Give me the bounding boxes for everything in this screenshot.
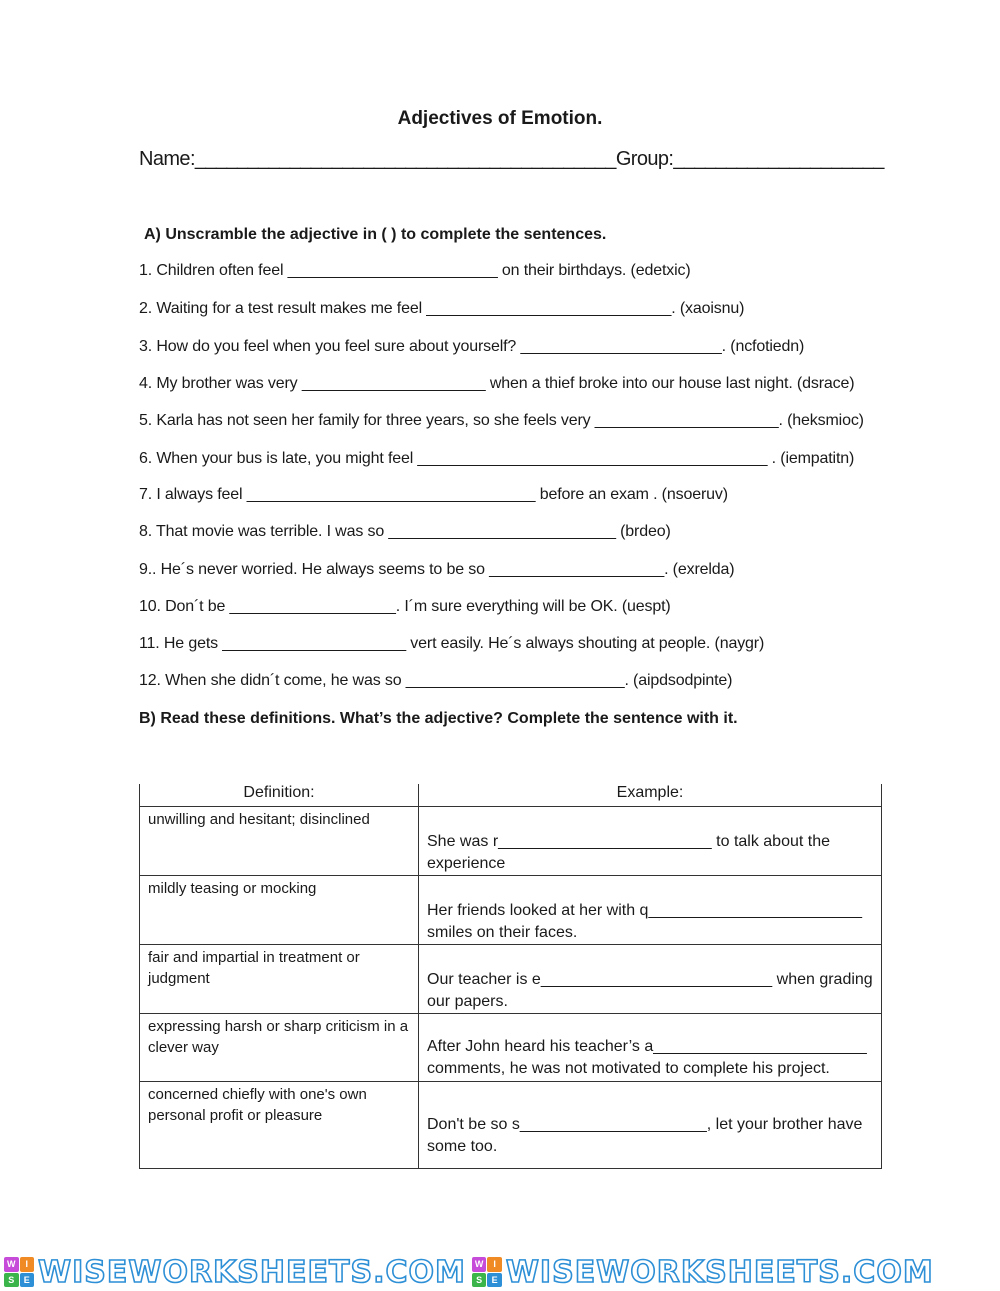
- question-8: 8. That movie was terrible. I was so __________________________ (brdeo): [139, 523, 671, 540]
- section-b-heading: B) Read these definitions. What’s the adjective? Complete the sentence with it.: [139, 710, 738, 727]
- definition-cell: concerned chiefly with one's own personal profit or pleasure: [140, 1082, 419, 1169]
- table-row: [140, 876, 882, 945]
- question-4: 4. My brother was very _____________________ when a thief broke into our house last night. (dsrace): [139, 375, 855, 392]
- example-cell: Our teacher is e__________________________ when grading our papers.: [419, 945, 882, 1014]
- definition-cell: expressing harsh or sharp criticism in a clever way: [140, 1014, 419, 1082]
- example-cell: Her friends looked at her with q________________________ smiles on their faces.: [419, 876, 882, 945]
- definition-cell: unwilling and hesitant; disinclined: [140, 807, 419, 876]
- watermark-text: WISEWORKSHEETS.COM: [38, 1254, 466, 1290]
- section-a-heading: A) Unscramble the adjective in ( ) to complete the sentences.: [144, 226, 607, 243]
- table-row: [140, 945, 882, 1014]
- question-7: 7. I always feel _________________________________ before an exam . (nsoeruv): [139, 486, 728, 503]
- question-9: 9.. He´s never worried. He always seems to be so ____________________. (exrelda): [139, 561, 735, 578]
- question-2: 2. Waiting for a test result makes me feel ____________________________. (xaoisnu): [139, 300, 745, 317]
- question-6: 6. When your bus is late, you might feel ________________________________________ . (iempatitn): [139, 450, 855, 467]
- definition-cell: fair and impartial in treatment or judgment: [140, 945, 419, 1014]
- question-12: 12. When she didn´t come, he was so _________________________. (aipdsodpinte): [139, 672, 733, 689]
- question-1: 1. Children often feel ________________________ on their birthdays. (edetxic): [139, 262, 691, 279]
- example-cell: After John heard his teacher’s a________________________ comments, he was not motivated to complete his project.: [419, 1014, 882, 1082]
- watermark-badge-icon: W I S E: [4, 1257, 34, 1287]
- definition-header: Definition:: [140, 784, 419, 807]
- name-group-line: Name:________________________________________Group:____________________: [139, 148, 884, 170]
- question-11: 11. He gets _____________________ vert easily. He´s always shouting at people. (naygr): [139, 635, 765, 652]
- question-3: 3. How do you feel when you feel sure about yourself? _______________________. (ncfotiedn): [139, 338, 805, 355]
- watermark-text: WISEWORKSHEETS.COM: [505, 1254, 934, 1290]
- table-row: [140, 1014, 882, 1082]
- worksheet-title: Adjectives of Emotion.: [397, 108, 603, 129]
- watermark-badge-icon: W I S E: [472, 1257, 502, 1287]
- watermark-logo: [4, 1255, 466, 1290]
- watermark-logo: [472, 1255, 934, 1290]
- definitions-table: [139, 784, 882, 1169]
- table-row: [140, 807, 882, 876]
- example-cell: Don't be so s_____________________, let your brother have some too.: [419, 1082, 882, 1169]
- watermark-bar: [0, 1253, 1000, 1291]
- question-5: 5. Karla has not seen her family for three years, so she feels very _____________________. (heksmioc): [139, 412, 864, 429]
- example-cell: She was r________________________ to talk about the experience: [419, 807, 882, 876]
- example-header: Example:: [419, 784, 882, 807]
- question-10: 10. Don´t be ___________________. I´m sure everything will be OK. (uespt): [139, 598, 671, 615]
- table-row: [140, 1082, 882, 1169]
- definition-cell: mildly teasing or mocking: [140, 876, 419, 945]
